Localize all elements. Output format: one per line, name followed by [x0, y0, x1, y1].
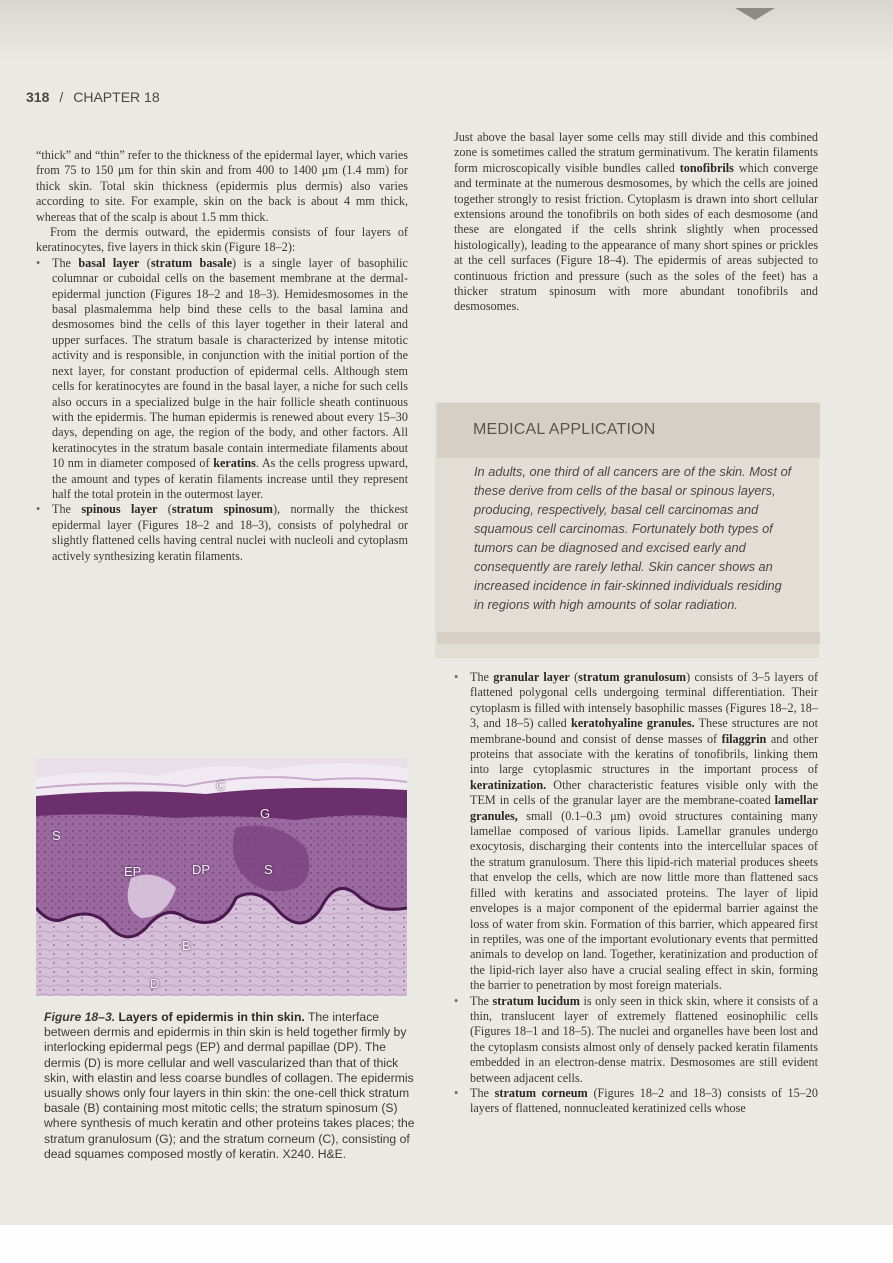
- text: is only seen in thick skin, where it consists of a thin, translucent layer of extremely flattened eosinophilic cells (Figures 18–1 and 18–5). The nuclei and organelles have been lost and the cytoplasm consists almost only of densely packed keratin filaments embedded in an electron-dense matrix. Desmosomes are still evident between adjacent cells.: [470, 993, 818, 1085]
- paragraph: [454, 130, 818, 315]
- text: (: [569, 670, 579, 684]
- bullet-spinous-layer: [36, 502, 408, 564]
- label-g: G: [260, 806, 271, 821]
- label-d: D: [150, 976, 160, 991]
- term: keratins: [213, 456, 256, 471]
- term: stratum corneum: [494, 1085, 588, 1100]
- scan-margin: [0, 1225, 893, 1263]
- term: basal layer: [78, 255, 140, 270]
- term: filaggrin: [721, 731, 767, 746]
- bullet-granular-layer: [454, 670, 818, 994]
- right-column-top: [454, 130, 818, 315]
- term: stratum lucidum: [492, 993, 580, 1008]
- page-number: 318: [26, 89, 50, 105]
- text: (: [157, 502, 172, 517]
- label-s-right: S: [264, 862, 273, 877]
- text: . As the cells progress upward, the amount and types of keratin filaments increase until they represent half the total protein in the outermost layer.: [52, 456, 408, 501]
- text: which converge and terminate at the numerous desmosomes, by which the cells are joined together strongly to resist friction. Cytoplasm is drawn into short cellular extensions around the tonofibrils on both sides of each desmosome (and these are elongated if the cells shrink slightly when processed histologically), leading to the appearance of many short spines or prickles at the cell surfaces (Figure 18–4). The epidermis of areas subjected to continuous friction and pressure (such as the soles of the feet) has a thicker stratum spinosum with more abundant tonofibrils and desmosomes.: [454, 160, 818, 314]
- text: ) is a single layer of basophilic columnar or cuboidal cells on the basement membrane at the dermal-epidermal junction (Figures 18–2 and 18–3). Hemidesmosomes in the basal plasmalemma help bind these cells to the basal lamina and desmosomes bind the cells of this layer together in their lateral and upper surfaces. The stratum basale is characterized by intense mitotic activity and is responsible, in conjunction with the initial portion of the next layer, for constant production of epidermal cells. Although stem cells for keratinocytes are found in the basal layer, a niche for such cells also occurs in a specialized bulge in the hair follicle sheath continuous with the epidermis. The human epidermis is renewed about every 15–30 days, depending on age, the region of the body, and other factors. All keratinocytes in the stratum basale contain intermediate filaments about 10 nm in diameter composed of: [52, 255, 408, 471]
- term: granular layer: [493, 670, 570, 684]
- label-s-left: S: [52, 828, 61, 843]
- caption-text: The interface between dermis and epidermis in thin skin is held together firmly by interlocking epidermal pegs (EP) and dermal papillae (DP). The dermis (D) is more cellular and well vascularized than that of thick skin, with elastin and less coarse bundles of collagen. The epidermis usually shows only four layers in thin skin: the one-cell thick stratum basale (B) containing most mitotic cells; the stratum spinosum (S) where synthesis of much keratin and other proteins takes places; the stratum granulosum (G); and the stratum corneum (C), consisting of dead squames composed mostly of keratin. X240. H&E.: [44, 1010, 415, 1161]
- medical-application-title: MEDICAL APPLICATION: [473, 421, 656, 438]
- medical-application-footer-bar: [437, 632, 820, 644]
- left-column: [36, 148, 408, 564]
- text: ), normally the thickest epidermal layer (Figures 18–2 and 18–3), consists of polyhedral or slightly flattened cells having central nuclei with nucleoli and cytoplasm actively synthesizing keratin filaments.: [52, 502, 408, 563]
- paragraph: From the dermis outward, the epidermis consists of four layers of keratinocytes, five layers in thick skin (Figure 18–2):: [36, 225, 408, 255]
- histology-image: [36, 758, 407, 996]
- bullet-stratum-corneum: [454, 1086, 818, 1117]
- term: stratum basale: [150, 255, 233, 270]
- term: stratum granulosum: [578, 670, 687, 684]
- text: ) consists of 3–5 layers of flattened polygonal cells undergoing terminal differentiation. Their cytoplasm is filled with intensely basophilic masses (Figures 18–2, 18–3, and 18–5) called: [470, 670, 818, 731]
- term: tonofibrils: [679, 160, 734, 175]
- text: (Figures 18–2 and 18–3) consists of 15–20 layers of flattened, nonnucleated keratinized cells whose: [470, 1085, 818, 1116]
- text: and other proteins that associate with the keratins of tonofibrils, linking them into large cytoplasmic structures in the important process of: [470, 731, 819, 777]
- text: The: [52, 502, 82, 517]
- chapter-title: CHAPTER 18: [73, 89, 160, 105]
- term: spinous layer: [81, 502, 158, 517]
- text: The: [52, 255, 79, 270]
- bullet-basal-layer: [36, 256, 408, 503]
- text: small (0.1–0.3 μm) ovoid structures containing many lamellae composed of various lipids. Lamellar granules undergo exocytosis, discharging their contents into the intercellular spaces of the stratum granulosum. There this lipid-rich material produces sheets that envelop the cells, which are now little more than flattened sacs filled with keratins and associated proteins. The layer of lipid envelopes is a major component of the epidermal barrier against the loss of water from skin. Formation of this barrier, which appeared first in reptiles, was one of the important evolutionary events that permitted animals to develop on land. Together, keratinization and production of the lipid-rich layer also have a crucial sealing effect in skin, forming the barrier to penetration by most foreign materials.: [470, 808, 818, 993]
- figure-caption: [44, 1010, 424, 1162]
- text: Other characteristic features visible only with the TEM in cells of the granular layer are the membrane-coated: [470, 777, 818, 808]
- running-header: [26, 89, 160, 105]
- label-b: B: [182, 938, 191, 953]
- text: These structures are not membrane-bound and consist of dense masses of: [470, 716, 819, 746]
- text: The: [470, 993, 493, 1008]
- term: keratohyaline granules.: [570, 716, 695, 731]
- term: stratum spinosum: [171, 502, 273, 517]
- paragraph: “thick” and “thin” refer to the thickness of the epidermal layer, which varies from 75 to 150 μm for thin skin and from 400 to 1400 μm (1.4 mm) for thick skin. Total skin thickness (epidermis plus dermis) also varies according to site. For example, skin on the back is about 4 mm thick, whereas that of the scalp is about 1.5 mm thick.: [36, 148, 408, 224]
- header-separator: /: [59, 89, 64, 105]
- figure-title: Layers of epidermis in thin skin.: [115, 1010, 305, 1024]
- text: Just above the basal layer some cells may still divide and this combined zone is sometimes called the stratum germinativum. The keratin filaments form microscopically visible bundles called: [454, 130, 818, 175]
- term: lamellar granules,: [470, 793, 818, 823]
- medical-application-header: [437, 403, 820, 458]
- medical-application-text: In adults, one third of all cancers are of the skin. Most of these derive from cells of the basal or spinous layers, producing, respectively, basal cell carcinomas and squamous cell carcinomas. Fortunately both types of tumors can be diagnosed and excised early and consequently are rarely lethal. Skin cancer shows an increased incidence in fair-skinned individuals residing in regions with high amounts of solar radiation.: [474, 464, 792, 612]
- label-c: C: [216, 778, 226, 793]
- label-dp: DP: [192, 862, 211, 877]
- figure-18-3-micrograph: [36, 758, 407, 996]
- text: The: [470, 1085, 495, 1100]
- text: The: [470, 670, 494, 684]
- text: (: [139, 255, 151, 270]
- term: keratinization.: [470, 777, 547, 792]
- right-column-bottom: [454, 670, 818, 1117]
- label-ep: EP: [124, 864, 142, 879]
- bullet-stratum-lucidum: [454, 994, 818, 1086]
- figure-label: Figure 18–3.: [44, 1010, 116, 1024]
